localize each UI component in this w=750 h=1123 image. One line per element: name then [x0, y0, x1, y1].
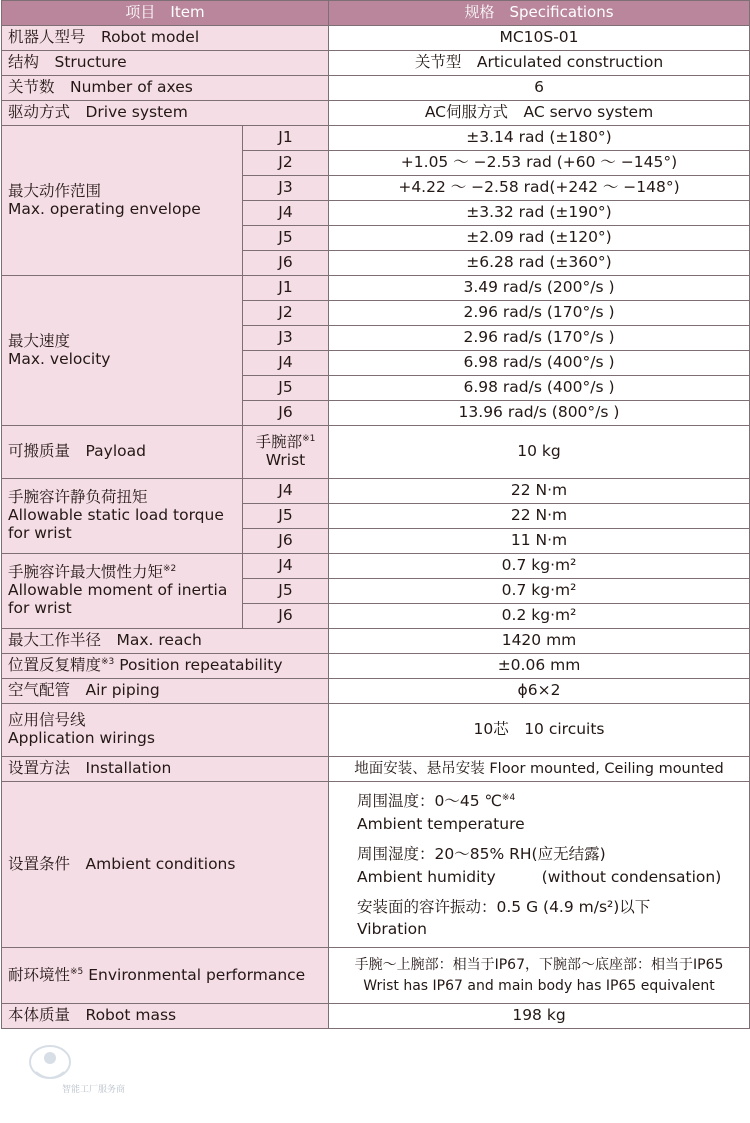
label-inertia-cn: 手腕容许最大惯性力矩	[8, 563, 164, 582]
ambient-vibration	[357, 896, 749, 941]
joint-cell: J1	[243, 276, 329, 301]
value-mass: 198 kg	[329, 1004, 750, 1029]
value-cell: 22 N·m	[329, 479, 750, 504]
value-env	[329, 948, 750, 1004]
hum-en2: (without condensation)	[541, 867, 722, 886]
env-cn: 手腕～上腕部：相当于IP67，下腕部～底座部：相当于IP65	[354, 956, 724, 973]
label-env	[2, 948, 329, 1004]
ambient-temp	[357, 790, 749, 835]
payload-sub-en: Wrist	[265, 451, 306, 470]
value-axes: 6	[329, 76, 750, 101]
row-reach	[2, 629, 750, 654]
env-en: Wrist has IP67 and main body has IP65 equivalent	[363, 977, 715, 994]
value-cell: ±6.28 rad (±360°)	[329, 251, 750, 276]
label-wiring	[2, 704, 329, 757]
label-repeat-cn: 位置反复精度	[8, 656, 102, 675]
value-cell: 3.49 rad/s (200°/s )	[329, 276, 750, 301]
value-wiring: 10芯 10 circuits	[329, 704, 750, 757]
label-torque-cn: 手腕容许静负荷扭矩	[8, 488, 148, 507]
row-mass	[2, 1004, 750, 1029]
header-spec: 规格 Specifications	[329, 1, 750, 26]
joint-cell: J4	[243, 554, 329, 579]
value-cell: 22 N·m	[329, 504, 750, 529]
value-install: 地面安装、悬吊安装 Floor mounted, Ceiling mounted	[329, 757, 750, 782]
watermark-text: 智能工厂服务商	[62, 1085, 126, 1095]
row-structure	[2, 51, 750, 76]
joint-cell: J5	[243, 376, 329, 401]
label-repeat-en: Position repeatability	[119, 656, 283, 675]
footnote-mark: ※1	[302, 434, 316, 445]
joint-cell: J2	[243, 151, 329, 176]
label-env-en: Environmental performance	[88, 965, 306, 984]
vib-en: Vibration	[357, 920, 427, 939]
row-env	[2, 948, 750, 1004]
value-cell: ±2.09 rad (±120°)	[329, 226, 750, 251]
row-velocity	[2, 276, 750, 301]
value-cell: 0.7 kg·m²	[329, 554, 750, 579]
label-velocity-en: Max. velocity	[8, 349, 111, 368]
joint-cell: J6	[243, 604, 329, 629]
row-payload	[2, 426, 750, 479]
row-drive	[2, 101, 750, 126]
row-inertia	[2, 554, 750, 579]
header-item: 项目 Item	[2, 1, 329, 26]
payload-sub-cn: 手腕部	[255, 433, 303, 452]
value-cell: 13.96 rad/s (800°/s )	[329, 401, 750, 426]
joint-cell: J5	[243, 504, 329, 529]
label-reach: 最大工作半径 Max. reach	[2, 629, 329, 654]
ambient-humidity	[357, 843, 749, 888]
value-cell: +1.05 ～ −2.53 rad (+60 ～ −145°)	[329, 151, 750, 176]
label-repeat	[2, 654, 329, 679]
value-cell: 6.98 rad/s (400°/s )	[329, 351, 750, 376]
joint-cell: J4	[243, 201, 329, 226]
label-axes: 关节数 Number of axes	[2, 76, 329, 101]
row-air	[2, 679, 750, 704]
label-inertia	[2, 554, 243, 629]
value-drive: AC伺服方式 AC servo system	[329, 101, 750, 126]
value-cell: 2.96 rad/s (170°/s )	[329, 326, 750, 351]
label-velocity	[2, 276, 243, 426]
joint-cell: J3	[243, 176, 329, 201]
joint-cell: J6	[243, 251, 329, 276]
row-envelope	[2, 126, 750, 151]
value-air: ϕ6×2	[329, 679, 750, 704]
joint-cell: J4	[243, 479, 329, 504]
temp-cn: 周围温度：0～45 ℃	[357, 792, 502, 811]
row-torque	[2, 479, 750, 504]
value-cell: 11 N·m	[329, 529, 750, 554]
joint-cell: J5	[243, 579, 329, 604]
value-reach: 1420 mm	[329, 629, 750, 654]
value-cell: 6.98 rad/s (400°/s )	[329, 376, 750, 401]
label-torque-en1: Allowable static load torque	[8, 506, 224, 525]
footnote-mark: ※2	[163, 564, 177, 575]
footnote-mark: ※4	[501, 792, 516, 803]
label-mass: 本体质量 Robot mass	[2, 1004, 329, 1029]
value-cell: ±3.14 rad (±180°)	[329, 126, 750, 151]
label-env-cn: 耐环境性	[8, 965, 71, 984]
header-row	[2, 1, 750, 26]
row-repeat	[2, 654, 750, 679]
footnote-mark: ※5	[70, 966, 84, 977]
joint-cell: J3	[243, 326, 329, 351]
joint-cell: J4	[243, 351, 329, 376]
label-model: 机器人型号 Robot model	[2, 26, 329, 51]
value-structure: 关节型 Articulated construction	[329, 51, 750, 76]
value-cell: 0.2 kg·m²	[329, 604, 750, 629]
row-ambient	[2, 782, 750, 948]
hum-cn: 周围湿度：20～85% RH(应无结露)	[357, 845, 606, 864]
label-envelope-en: Max. operating envelope	[8, 199, 201, 218]
label-envelope-cn: 最大动作范围	[8, 181, 102, 200]
temp-en: Ambient temperature	[357, 814, 525, 833]
value-repeat: ±0.06 mm	[329, 654, 750, 679]
hum-en: Ambient humidity	[357, 867, 496, 886]
vib-cn: 安装面的容许振动：0.5 G (4.9 m/s²)以下	[357, 897, 651, 916]
row-install	[2, 757, 750, 782]
value-cell: 2.96 rad/s (170°/s )	[329, 301, 750, 326]
label-payload: 可搬质量 Payload	[2, 426, 243, 479]
joint-cell: J2	[243, 301, 329, 326]
spec-table	[1, 0, 750, 1029]
joint-cell: J5	[243, 226, 329, 251]
label-torque	[2, 479, 243, 554]
value-cell: ±3.32 rad (±190°)	[329, 201, 750, 226]
label-envelope	[2, 126, 243, 276]
value-model: MC10S-01	[329, 26, 750, 51]
row-model	[2, 26, 750, 51]
label-inertia-en1: Allowable moment of inertia	[8, 581, 228, 600]
label-inertia-en2: for wrist	[8, 598, 72, 617]
label-ambient: 设置条件 Ambient conditions	[2, 782, 329, 948]
label-wiring-cn: 应用信号线	[8, 711, 86, 730]
value-ambient	[329, 782, 750, 948]
value-cell: +4.22 ～ −2.58 rad(+242 ～ −148°)	[329, 176, 750, 201]
row-wiring	[2, 704, 750, 757]
payload-sub	[243, 426, 329, 479]
joint-cell: J6	[243, 529, 329, 554]
label-structure: 结构 Structure	[2, 51, 329, 76]
value-cell: 0.7 kg·m²	[329, 579, 750, 604]
value-payload: 10 kg	[329, 426, 750, 479]
label-velocity-cn: 最大速度	[8, 331, 71, 350]
label-torque-en2: for wrist	[8, 523, 72, 542]
joint-cell: J6	[243, 401, 329, 426]
joint-cell: J1	[243, 126, 329, 151]
label-wiring-en: Application wirings	[8, 729, 155, 747]
footnote-mark: ※3	[101, 657, 115, 668]
label-install: 设置方法 Installation	[2, 757, 329, 782]
label-drive: 驱动方式 Drive system	[2, 101, 329, 126]
label-air: 空气配管 Air piping	[2, 679, 329, 704]
row-axes	[2, 76, 750, 101]
